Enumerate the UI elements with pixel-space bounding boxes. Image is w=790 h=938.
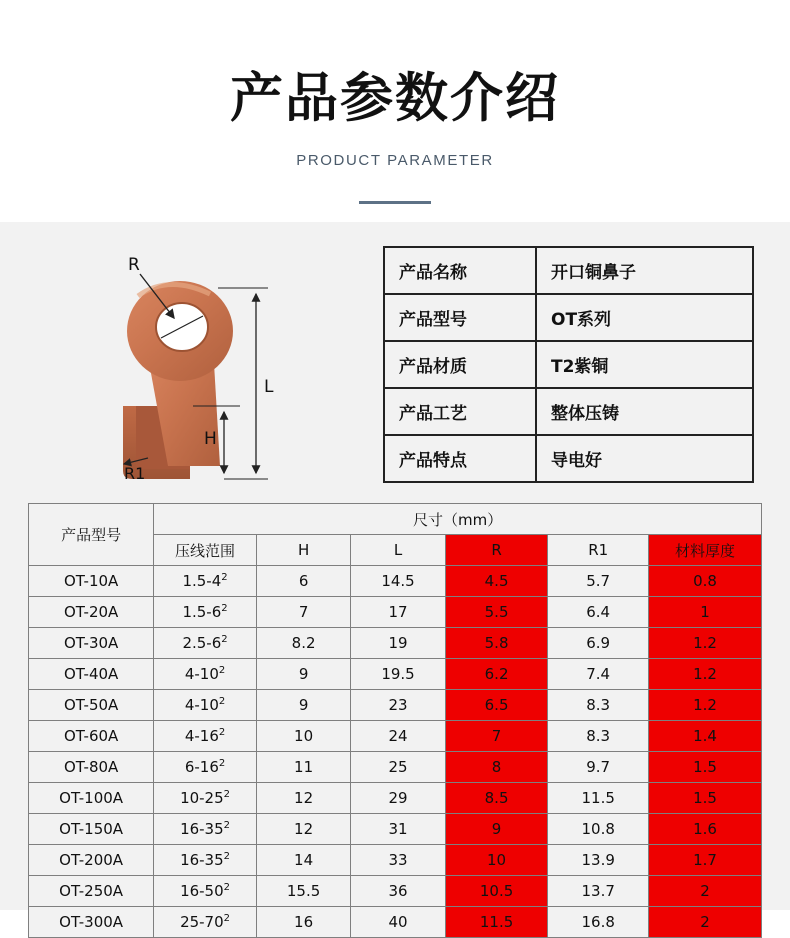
spec-row <box>385 248 752 295</box>
table-row <box>29 814 762 845</box>
cell-h: 12 <box>256 814 350 845</box>
range-superscript: 2 <box>221 634 228 645</box>
header-thickness: 材料厚度 <box>648 535 761 566</box>
cell-r1: 13.9 <box>548 845 649 876</box>
cell-range: $25-70^2$ <box>154 907 257 938</box>
cell-range: $4-10^2$ <box>154 690 257 721</box>
range-superscript: 2 <box>218 727 226 738</box>
cell-r1: 6.4 <box>548 597 649 628</box>
spec-key: 产品材质 <box>385 342 537 387</box>
cell-h: 8.2 <box>256 628 350 659</box>
cell-l: 25 <box>351 752 445 783</box>
product-drawing <box>28 236 358 491</box>
cell-h: 9 <box>256 659 350 690</box>
cell-h: 7 <box>256 597 350 628</box>
cell-model: OT-80A <box>29 752 154 783</box>
page-title: 产品参数介绍 <box>230 68 560 129</box>
cell-h: 6 <box>256 566 350 597</box>
table-row <box>29 659 762 690</box>
cell-r1: 10.8 <box>548 814 649 845</box>
cell-h: 16 <box>256 907 350 938</box>
spec-row <box>385 389 752 436</box>
cell-r1: 6.9 <box>548 628 649 659</box>
cell-range: $4-16^2$ <box>154 721 257 752</box>
cell-l: 29 <box>351 783 445 814</box>
cell-r: 10.5 <box>445 876 548 907</box>
table-row <box>29 907 762 938</box>
cell-r: 8.5 <box>445 783 548 814</box>
range-superscript: 2 <box>218 696 226 707</box>
cell-l: 19.5 <box>351 659 445 690</box>
cell-range: $10-25^2$ <box>154 783 257 814</box>
cell-model: OT-60A <box>29 721 154 752</box>
cell-model: OT-200A <box>29 845 154 876</box>
cell-model: OT-30A <box>29 628 154 659</box>
cell-r: 5.5 <box>445 597 548 628</box>
cell-thickness: 1.2 <box>648 659 761 690</box>
spec-key: 产品工艺 <box>385 389 537 434</box>
cell-model: OT-150A <box>29 814 154 845</box>
cell-range: $1.5-6^2$ <box>154 597 257 628</box>
cell-r: 4.5 <box>445 566 548 597</box>
spec-row <box>385 295 752 342</box>
cell-thickness: 1.7 <box>648 845 761 876</box>
cell-r1: 11.5 <box>548 783 649 814</box>
cell-range: $4-10^2$ <box>154 659 257 690</box>
cell-r1: 13.7 <box>548 876 649 907</box>
table-header-row-1 <box>29 504 762 535</box>
cell-range: $1.5-4^2$ <box>154 566 257 597</box>
cell-model: OT-20A <box>29 597 154 628</box>
spec-value: 导电好 <box>551 451 602 471</box>
cell-r: 6.2 <box>445 659 548 690</box>
table-row <box>29 597 762 628</box>
page-subtitle: PRODUCT PARAMETER <box>296 152 494 169</box>
header-h: H <box>256 535 350 566</box>
cell-r1: 5.7 <box>548 566 649 597</box>
cell-h: 11 <box>256 752 350 783</box>
range-superscript: 2 <box>221 603 228 614</box>
table-row <box>29 721 762 752</box>
cell-h: 15.5 <box>256 876 350 907</box>
spec-row <box>385 436 752 481</box>
cell-thickness: 2 <box>648 907 761 938</box>
spec-key: 产品型号 <box>385 295 537 340</box>
cell-model: OT-40A <box>29 659 154 690</box>
cell-range: $16-50^2$ <box>154 876 257 907</box>
range-superscript: 2 <box>218 665 226 676</box>
cell-range: $16-35^2$ <box>154 814 257 845</box>
spec-value: 开口铜鼻子 <box>551 263 636 283</box>
range-superscript: 2 <box>221 572 228 583</box>
cell-l: 36 <box>351 876 445 907</box>
cell-l: 31 <box>351 814 445 845</box>
header-r1: R1 <box>548 535 649 566</box>
cell-l: 14.5 <box>351 566 445 597</box>
cell-r1: 16.8 <box>548 907 649 938</box>
range-superscript: 2 <box>223 882 231 893</box>
cell-thickness: 1 <box>648 597 761 628</box>
cell-thickness: 1.5 <box>648 783 761 814</box>
range-superscript: 2 <box>223 913 231 924</box>
lug-diagram-svg <box>28 236 358 491</box>
title-divider <box>359 201 431 204</box>
header-range: 压线范围 <box>154 535 257 566</box>
cell-model: OT-100A <box>29 783 154 814</box>
table-row <box>29 845 762 876</box>
cell-r: 6.5 <box>445 690 548 721</box>
label-r: R <box>128 255 140 275</box>
cell-range: $16-35^2$ <box>154 845 257 876</box>
cell-h: 9 <box>256 690 350 721</box>
cell-r1: 8.3 <box>548 690 649 721</box>
table-row <box>29 628 762 659</box>
table-row <box>29 690 762 721</box>
cell-thickness: 1.5 <box>648 752 761 783</box>
cell-r1: 7.4 <box>548 659 649 690</box>
label-l: L <box>264 377 274 397</box>
range-superscript: 2 <box>223 789 231 800</box>
cell-l: 17 <box>351 597 445 628</box>
table-row <box>29 566 762 597</box>
cell-l: 40 <box>351 907 445 938</box>
cell-r: 8 <box>445 752 548 783</box>
cell-thickness: 0.8 <box>648 566 761 597</box>
cell-r: 9 <box>445 814 548 845</box>
cell-r: 5.8 <box>445 628 548 659</box>
cell-model: OT-300A <box>29 907 154 938</box>
cell-h: 12 <box>256 783 350 814</box>
spec-key: 产品特点 <box>385 436 537 481</box>
cell-thickness: 1.6 <box>648 814 761 845</box>
range-superscript: 2 <box>223 820 231 831</box>
cell-r1: 9.7 <box>548 752 649 783</box>
cell-r: 10 <box>445 845 548 876</box>
table-row <box>29 783 762 814</box>
header-dimension-group: 尺寸（mm） <box>154 504 762 535</box>
cell-l: 23 <box>351 690 445 721</box>
cell-l: 33 <box>351 845 445 876</box>
spec-key: 产品名称 <box>385 248 537 293</box>
page-header <box>0 0 790 222</box>
range-superscript: 2 <box>223 851 231 862</box>
header-l: L <box>351 535 445 566</box>
cell-range: $2.5-6^2$ <box>154 628 257 659</box>
cell-model: OT-250A <box>29 876 154 907</box>
dimension-table <box>28 503 762 938</box>
cell-r: 11.5 <box>445 907 548 938</box>
cell-thickness: 1.2 <box>648 628 761 659</box>
header-model: 产品型号 <box>29 504 154 566</box>
cell-model: OT-10A <box>29 566 154 597</box>
dimension-table-wrapper <box>28 503 762 938</box>
table-row <box>29 752 762 783</box>
cell-l: 19 <box>351 628 445 659</box>
spec-value: T2紫铜 <box>551 357 609 377</box>
cell-thickness: 1.2 <box>648 690 761 721</box>
spec-value: 整体压铸 <box>551 404 619 424</box>
label-h: H <box>204 429 217 449</box>
cell-thickness: 2 <box>648 876 761 907</box>
spec-value: OT系列 <box>551 310 612 330</box>
cell-r1: 8.3 <box>548 721 649 752</box>
label-r1: R1 <box>124 464 146 483</box>
spec-row <box>385 342 752 389</box>
cell-model: OT-50A <box>29 690 154 721</box>
header-r: R <box>445 535 548 566</box>
range-superscript: 2 <box>218 758 226 769</box>
cell-h: 14 <box>256 845 350 876</box>
cell-r: 7 <box>445 721 548 752</box>
cell-range: $6-16^2$ <box>154 752 257 783</box>
cell-h: 10 <box>256 721 350 752</box>
spec-table <box>383 246 754 483</box>
table-row <box>29 876 762 907</box>
dimension-table-body <box>29 566 762 938</box>
cell-thickness: 1.4 <box>648 721 761 752</box>
cell-l: 24 <box>351 721 445 752</box>
